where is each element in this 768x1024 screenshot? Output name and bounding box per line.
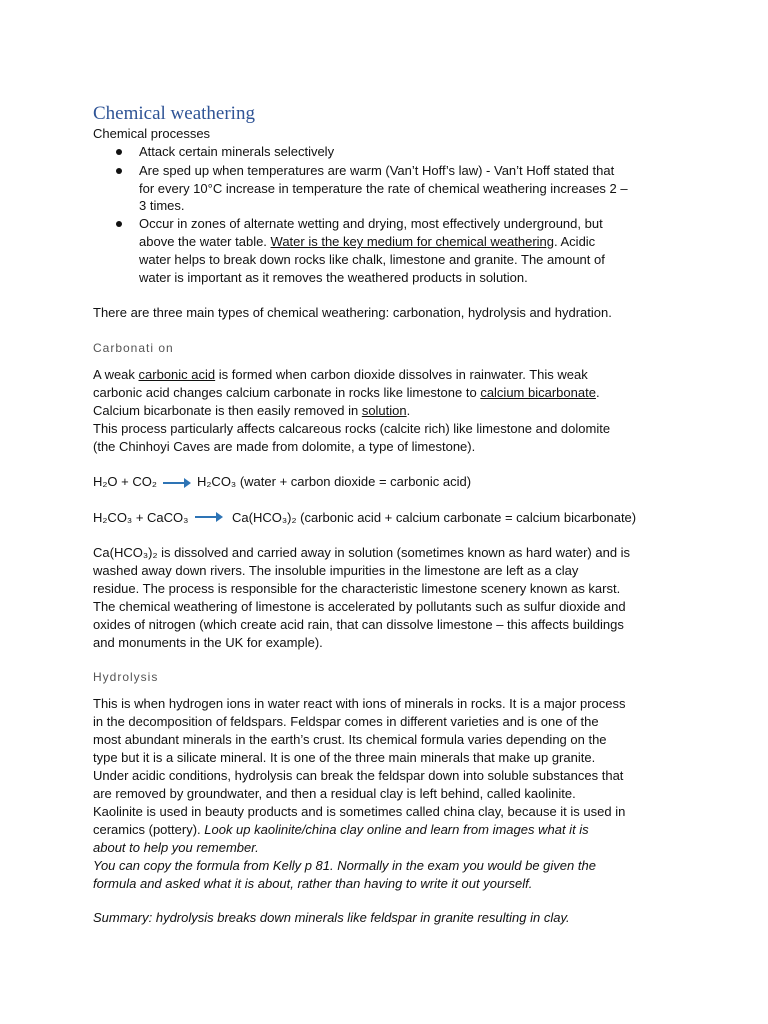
bullet-marker	[116, 149, 122, 155]
equation-1-products: H₂CO₃ (water + carbon dioxide = carbonic acid)	[197, 474, 472, 489]
reaction-arrow-icon	[163, 482, 189, 484]
carbonation-heading: Carbonati on	[93, 341, 174, 355]
bullet-3-line-2: above the water table. Water is the key medium for chemical weathering. Acidic	[139, 234, 596, 249]
equation-2-products: Ca(HCO₃)₂ (carbonic acid + calcium carbonate = calcium bicarbonate)	[232, 510, 637, 525]
hydrolysis-summary: Summary: hydrolysis breaks down minerals like feldspar in granite resulting in clay.	[93, 910, 570, 925]
hydrolysis-heading: Hydrolysis	[93, 670, 159, 684]
hydrolysis-line-3: most abundant minerals in the earth’s crust. Its chemical formula varies depending on the	[93, 732, 607, 747]
bullet-3-line-4: water is important as it removes the weathered products in solution.	[139, 270, 528, 285]
bullet-1-line-1: Attack certain minerals selectively	[139, 144, 335, 159]
carbonation-p1-line-5: (the Chinhoyi Caves are made from dolomite, a type of limestone).	[93, 439, 476, 454]
bullet-2-line-3: 3 times.	[139, 198, 185, 213]
bullet-2-line-1: Are sped up when temperatures are warm (Van’t Hoff’s law) - Van’t Hoff stated that	[139, 163, 615, 178]
carbonation-p2-line-6: and monuments in the UK for example).	[93, 635, 323, 650]
carbonation-p2-line-1: Ca(HCO₃)₂ is dissolved and carried away in solution (sometimes known as hard water) and is	[93, 545, 631, 560]
bullet-3-line-3: water helps to break down rocks like chalk, limestone and granite. The amount of	[139, 252, 605, 267]
types-sentence: There are three main types of chemical weathering: carbonation, hydrolysis and hydration.	[93, 305, 612, 320]
carbonation-p1-line-4: This process particularly affects calcareous rocks (calcite rich) like limestone and dolomite	[93, 421, 611, 436]
document-title: Chemical weathering	[93, 103, 255, 124]
hydrolysis-line-7: Kaolinite is used in beauty products and is sometimes called china clay, because it is used in	[93, 804, 626, 819]
hydrolysis-line-8: ceramics (pottery). Look up kaolinite/china clay online and learn from images what it is	[93, 822, 589, 837]
carbonation-p2-line-4: The chemical weathering of limestone is accelerated by pollutants such as sulfur dioxide and	[93, 599, 626, 614]
carbonation-p2-line-3: residue. The process is responsible for the characteristic limestone scenery known as karst.	[93, 581, 621, 596]
hydrolysis-line-6: are removed by groundwater, and then a residual clay is left behind, called kaolinite.	[93, 786, 576, 801]
hydrolysis-line-9: about to help you remember.	[93, 840, 259, 855]
carbonation-p1-line-2: carbonic acid changes calcium carbonate in rocks like limestone to calcium bicarbonate.	[93, 385, 600, 400]
hydrolysis-line-4: type but it is a silicate mineral. It is one of the three main minerals that make up granite.	[93, 750, 596, 765]
hydrolysis-line-2: in the decomposition of feldspars. Feldspar comes in different varieties and is one of the	[93, 714, 599, 729]
equation-2-reactants: H₂CO₃ + CaCO₃	[93, 510, 189, 525]
hydrolysis-line-11: formula and asked what it is about, rather than having to write it out yourself.	[93, 876, 533, 891]
equation-1-reactants: H₂O + CO₂	[93, 474, 157, 489]
bullet-marker	[116, 221, 122, 227]
carbonation-p1-line-1: A weak carbonic acid is formed when carbon dioxide dissolves in rainwater. This weak	[93, 367, 588, 382]
hydrolysis-line-10: You can copy the formula from Kelly p 81. Normally in the exam you would be given the	[93, 858, 596, 873]
chemical-processes-heading: Chemical processes	[93, 126, 211, 141]
hydrolysis-line-1: This is when hydrogen ions in water react with ions of minerals in rocks. It is a major process	[93, 696, 626, 711]
carbonation-p2-line-5: oxides of nitrogen (which create acid rain, that can dissolve limestone – this affects buildings	[93, 617, 624, 632]
bullet-2-line-2: for every 10°C increase in temperature the rate of chemical weathering increases 2 –	[139, 181, 628, 196]
hydrolysis-line-5: Under acidic conditions, hydrolysis can break the feldspar down into soluble substances that	[93, 768, 624, 783]
reaction-arrow-icon	[195, 516, 221, 518]
bullet-3-line-1: Occur in zones of alternate wetting and drying, most effectively underground, but	[139, 216, 603, 231]
carbonation-p2-line-2: washed away down rivers. The insoluble impurities in the limestone are left as a clay	[93, 563, 579, 578]
carbonation-p1-line-3: Calcium bicarbonate is then easily removed in solution.	[93, 403, 411, 418]
bullet-marker	[116, 168, 122, 174]
